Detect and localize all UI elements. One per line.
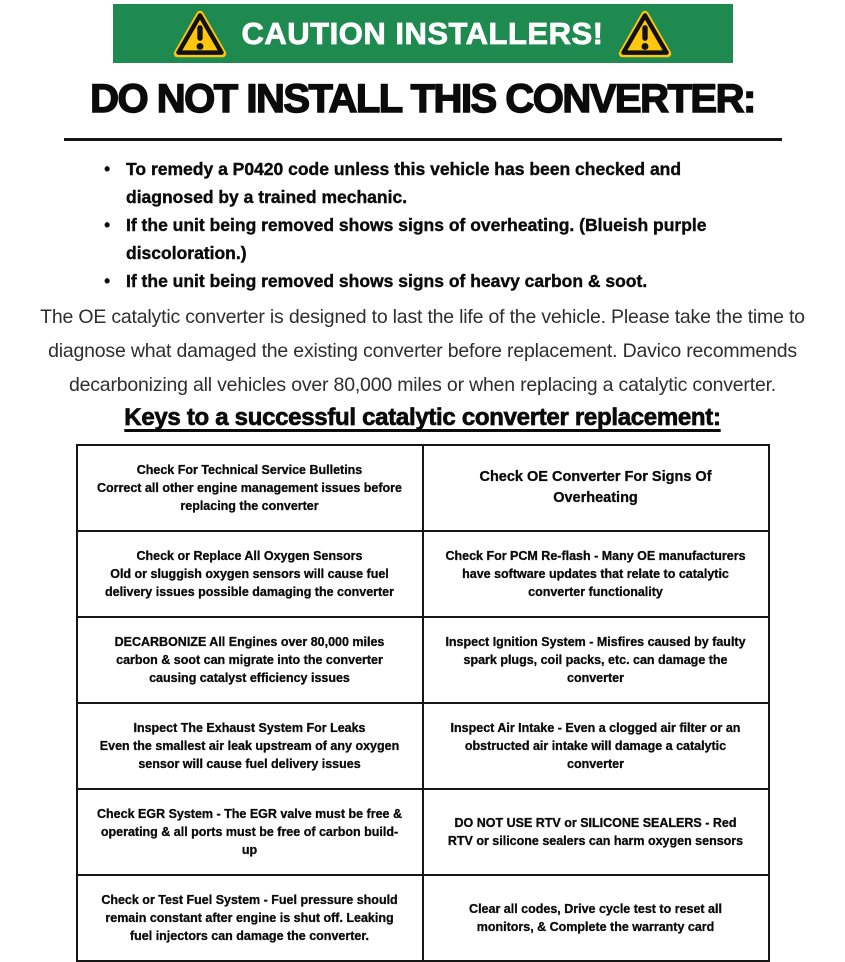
table-cell — [77, 703, 423, 789]
warning-item: • To remedy a P0420 code unless this vehicle has been checked and diagnosed by a trained mechanic. — [98, 155, 753, 211]
cell-line: DO NOT USE RTV or SILICONE SEALERS - Red RTV or silicone sealers can harm oxygen sensors — [447, 815, 744, 848]
divider-line — [64, 138, 782, 141]
table-cell — [423, 617, 769, 703]
table-cell — [423, 703, 769, 789]
cell-line: Check For Technical Service Bulletins — [136, 462, 363, 477]
table-cell — [77, 445, 423, 531]
table-row — [77, 789, 769, 875]
cell-line: DECARBONIZE All Engines over 80,000 miles carbon & soot can migrate into the converter causing catalyst efficiency issues — [114, 634, 385, 686]
table-cell — [77, 531, 423, 617]
table-cell — [77, 617, 423, 703]
warning-triangle-icon — [172, 9, 228, 58]
table-row — [77, 703, 769, 789]
intro-paragraph: The OE catalytic converter is designed to last the life of the vehicle. Please take the time to diagnose what damaged the existing converter before replacement. Davico recommends decarbonizing all vehicles over 80,000 miles or when replacing a catalytic converter. — [40, 306, 805, 396]
cell-line: Check EGR System - The EGR valve must be free & operating & all ports must be free of carbon build-up — [97, 806, 402, 858]
cell-line: Inspect Air Intake - Even a clogged air filter or an obstructed air intake will damage a catalytic converter — [450, 720, 741, 772]
cell-line: Inspect The Exhaust System For Leaks — [133, 720, 366, 735]
table-row — [77, 531, 769, 617]
headline: DO NOT INSTALL THIS CONVERTER: — [90, 77, 755, 121]
cell-line: Old or sluggish oxygen sensors will cause fuel delivery issues possible damaging the converter — [105, 566, 394, 600]
table-cell — [423, 875, 769, 961]
table-cell — [77, 875, 423, 961]
warning-item: • If the unit being removed shows signs of overheating. (Blueish purple discoloration.) — [98, 211, 753, 267]
cell-line: Check OE Converter For Signs Of Overheating — [479, 468, 712, 506]
warning-list — [98, 155, 753, 295]
table-row — [77, 445, 769, 531]
table-cell — [423, 789, 769, 875]
table-cell — [423, 531, 769, 617]
cell-line: Clear all codes, Drive cycle test to reset all monitors, & Complete the warranty card — [469, 901, 722, 934]
table-cell — [423, 445, 769, 531]
keys-heading: Keys to a successful catalytic converter replacement: — [124, 404, 721, 431]
caution-banner — [113, 4, 733, 63]
banner-label: CAUTION INSTALLERS! — [241, 15, 604, 51]
table-row — [77, 617, 769, 703]
table-cell — [77, 789, 423, 875]
cell-line: Even the smallest air leak upstream of any oxygen sensor will cause fuel delivery issues — [99, 738, 400, 772]
cell-line: Inspect Ignition System - Misfires caused by faulty spark plugs, coil packs, etc. can damage the converter — [445, 634, 746, 686]
warning-item: • If the unit being removed shows signs of heavy carbon & soot. — [98, 267, 753, 295]
caution-flyer — [0, 4, 845, 944]
cell-line: Check or Replace All Oxygen Sensors — [136, 548, 363, 563]
cell-line: Correct all other engine management issues before replacing the converter — [97, 480, 402, 514]
cell-line: Check or Test Fuel System - Fuel pressure should remain constant after engine is shut off. Leaking fuel injectors can damage the converter. — [101, 892, 398, 944]
table-row — [77, 875, 769, 961]
warning-triangle-icon — [617, 9, 673, 58]
cell-line: Check For PCM Re-flash - Many OE manufacturers have software updates that relate to catalytic converter functionality — [445, 548, 746, 600]
keys-table — [76, 444, 770, 962]
